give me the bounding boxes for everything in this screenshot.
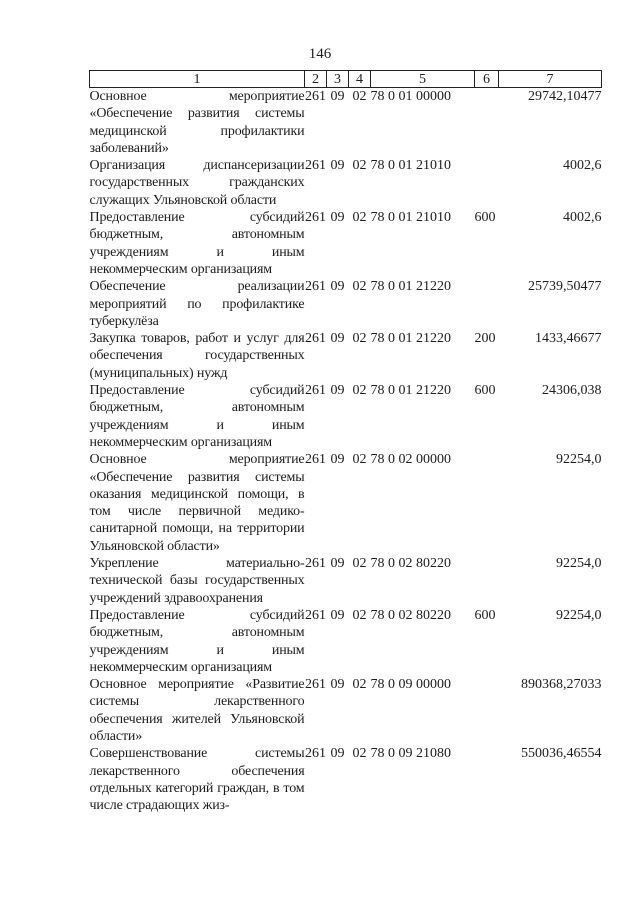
table-row — [90, 209, 602, 278]
table-header — [90, 71, 602, 88]
row-expense-type: 600 — [474, 383, 496, 399]
row-grbs: 261 — [305, 89, 326, 104]
row-name: Предоставление субсидий бюджетным, автономным учреждениям и иным некоммерческим организациям — [89, 383, 305, 450]
row-name: Укрепление материально-технической базы государственных учреждений здравоохранения — [89, 556, 305, 606]
row-amount: 4002,6 — [563, 210, 602, 226]
row-expense-type: 600 — [474, 210, 496, 226]
row-subsection: 02 — [352, 210, 367, 226]
table-row — [90, 88, 602, 158]
row-section: 09 — [330, 279, 345, 295]
table-row — [90, 607, 602, 676]
row-amount: 550036,46554 — [521, 746, 602, 762]
row-subsection: 02 — [352, 452, 367, 468]
table-row — [90, 555, 602, 607]
row-expense-type — [475, 676, 499, 745]
row-grbs: 261 — [305, 677, 326, 693]
row-amount: 92254,0 — [556, 452, 602, 468]
row-expense-type — [475, 278, 499, 330]
row-target-item: 78 0 01 21220 — [370, 383, 451, 399]
row-grbs: 261 — [305, 383, 326, 399]
row-target-item: 78 0 01 21220 — [370, 279, 451, 295]
row-target-item: 78 0 01 21220 — [370, 331, 451, 347]
row-subsection: 02 — [352, 607, 367, 623]
row-expense-type — [475, 451, 499, 555]
row-target-item: 78 0 01 21010 — [370, 158, 451, 174]
row-amount: 24306,038 — [542, 383, 602, 399]
column-header-name: 1 — [90, 71, 305, 88]
header-row — [90, 71, 602, 88]
row-subsection: 02 — [352, 556, 367, 572]
row-target-item: 78 0 02 00000 — [370, 452, 451, 468]
column-header-section: 3 — [327, 71, 349, 88]
row-name: Обеспечение реализации мероприятий по профилактике туберкулёза — [89, 279, 305, 329]
column-header-amount: 7 — [499, 71, 602, 88]
row-grbs: 261 — [305, 556, 326, 572]
row-subsection: 02 — [352, 331, 367, 347]
row-grbs: 261 — [305, 607, 326, 623]
budget-table — [89, 70, 602, 814]
row-section: 09 — [330, 158, 345, 174]
column-header-subsection: 4 — [349, 71, 371, 88]
table-body — [90, 88, 602, 815]
row-name: Предоставление субсидий бюджетным, автономным учреждениям и иным некоммерческим организациям — [89, 607, 305, 675]
row-target-item: 78 0 09 00000 — [370, 677, 451, 693]
table-row — [90, 278, 602, 330]
row-grbs: 261 — [305, 210, 326, 226]
row-section: 09 — [330, 383, 345, 399]
row-subsection: 02 — [352, 677, 367, 693]
row-subsection: 02 — [352, 383, 367, 399]
row-amount: 25739,50477 — [528, 279, 602, 295]
table-row — [90, 745, 602, 814]
row-subsection: 02 — [352, 279, 367, 295]
row-expense-type — [475, 88, 499, 158]
row-amount: 890368,27033 — [521, 677, 602, 693]
row-name: Основное мероприятие «Развитие системы лекарственного обеспечения жителей Ульяновской области» — [89, 677, 305, 744]
row-name: Организация диспансеризации государственных гражданских служащих Ульяновской области — [89, 158, 305, 208]
row-target-item: 78 0 01 21010 — [370, 210, 451, 226]
row-section: 09 — [330, 556, 345, 572]
row-section: 09 — [330, 331, 345, 347]
table-row — [90, 157, 602, 209]
column-header-target-item: 5 — [371, 71, 475, 88]
row-grbs: 261 — [305, 452, 326, 468]
row-grbs: 261 — [305, 331, 326, 347]
row-grbs: 261 — [305, 158, 326, 174]
row-amount: 92254,0 — [556, 556, 602, 572]
row-subsection: 02 — [352, 89, 367, 104]
row-section: 09 — [330, 746, 345, 762]
row-amount: 92254,0 — [556, 607, 602, 623]
row-amount: 29742,10477 — [528, 89, 602, 104]
row-amount: 1433,46677 — [535, 331, 602, 347]
row-target-item: 78 0 01 00000 — [370, 89, 451, 104]
row-expense-type — [475, 745, 499, 814]
column-header-grbs: 2 — [305, 71, 327, 88]
row-expense-type — [475, 555, 499, 607]
row-section: 09 — [330, 677, 345, 693]
table-row — [90, 330, 602, 382]
row-section: 09 — [330, 452, 345, 468]
row-expense-type: 200 — [474, 331, 496, 347]
row-name: Предоставление субсидий бюджетным, автономным учреждениям и иным некоммерческим организациям — [89, 210, 305, 277]
column-header-expense-type: 6 — [475, 71, 499, 88]
table-row — [90, 676, 602, 745]
row-target-item: 78 0 02 80220 — [370, 607, 451, 623]
row-name: Основное мероприятие «Обеспечение развития системы оказания медицинской помощи, в том числе первичной медико-санитарной помощи, на территории Ульяновской области» — [89, 452, 305, 554]
table-row — [90, 451, 602, 555]
row-name: Совершенствование системы лекарственного обеспечения отдельных категорий граждан, в том числе страдающих жиз- — [89, 746, 305, 814]
page-number: 146 — [308, 46, 332, 62]
row-section: 09 — [330, 210, 345, 226]
row-section: 09 — [330, 89, 345, 104]
row-section: 09 — [330, 607, 345, 623]
row-grbs: 261 — [305, 279, 326, 295]
row-subsection: 02 — [352, 746, 367, 762]
table-row — [90, 382, 602, 451]
row-expense-type — [475, 157, 499, 209]
row-amount: 4002,6 — [563, 158, 602, 174]
row-expense-type: 600 — [474, 607, 496, 623]
row-name: Закупка товаров, работ и услуг для обеспечения государственных (муниципальных) нужд — [89, 331, 305, 381]
row-target-item: 78 0 02 80220 — [370, 556, 451, 572]
row-name: Основное мероприятие «Обеспечение развития системы медицинской профилактики заболеваний» — [89, 89, 305, 156]
row-grbs: 261 — [305, 746, 326, 762]
row-subsection: 02 — [352, 158, 367, 174]
row-target-item: 78 0 09 21080 — [370, 746, 451, 762]
